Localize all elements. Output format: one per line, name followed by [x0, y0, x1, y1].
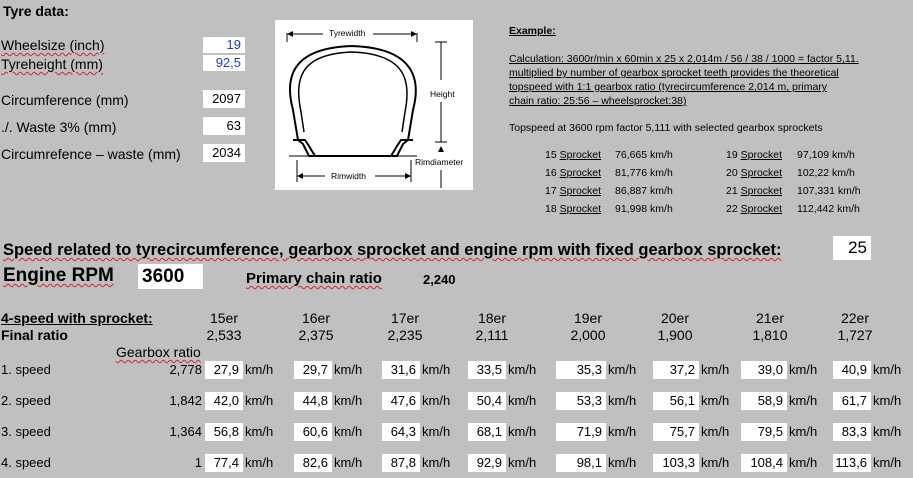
- unit-label: km/h: [334, 393, 363, 408]
- speed-value-cell[interactable]: 82,6: [294, 454, 332, 472]
- final-ratio-value: 2,000: [570, 327, 606, 343]
- wheelsize-label: Wheelsize (inch): [1, 37, 105, 53]
- sprocket-speed: 102,22 km/h: [797, 167, 855, 179]
- gearbox-ratio-label: Gearbox ratio: [116, 344, 201, 360]
- final-ratio-value: 2,533: [206, 327, 242, 343]
- final-ratio-value: 2,111: [475, 327, 509, 343]
- sprocket-entry: [726, 203, 782, 215]
- column-header: 21er: [755, 310, 785, 326]
- gearbox-ratio-value: 1,842: [169, 393, 202, 408]
- speed-row-label: 1. speed: [1, 362, 51, 377]
- speed-value-cell[interactable]: 61,7: [833, 392, 871, 410]
- speed-value-cell[interactable]: 39,0: [741, 361, 787, 379]
- column-header: 22er: [840, 310, 870, 326]
- sprocket-speed: 97,109 km/h: [797, 149, 855, 161]
- unit-label: km/h: [873, 393, 902, 408]
- unit-label: km/h: [789, 362, 818, 377]
- sprocket-word: Sprocket: [559, 203, 602, 215]
- column-header: 16er: [301, 310, 331, 326]
- speed-value-cell[interactable]: 113,6: [833, 454, 871, 472]
- column-header: 15er: [209, 310, 239, 326]
- sprocket-number: 20: [726, 167, 741, 179]
- waste-value[interactable]: 63: [203, 117, 245, 135]
- final-ratio-value: 1,727: [837, 327, 873, 343]
- speed-value-cell[interactable]: 56,1: [653, 392, 699, 410]
- unit-label: km/h: [701, 393, 730, 408]
- engine-rpm-input[interactable]: 3600: [138, 264, 203, 289]
- tyre-diagram: [275, 20, 473, 190]
- primary-chain-value: 2,240: [423, 272, 456, 287]
- sprocket-entry: [545, 167, 601, 179]
- sprocket-speed: 91,998 km/h: [615, 203, 673, 215]
- primary-chain-label: Primary chain ratio: [246, 270, 382, 287]
- unit-label: km/h: [608, 424, 637, 439]
- circ-minus-waste-value[interactable]: 2034: [203, 144, 245, 162]
- sprocket-speed: 112,442 km/h: [797, 203, 860, 215]
- speed-value-cell[interactable]: 71,9: [556, 423, 606, 441]
- tyreheight-label: Tyreheight (mm): [1, 56, 103, 72]
- fixed-sprocket-input[interactable]: 25: [833, 236, 871, 260]
- speed-value-cell[interactable]: 77,4: [205, 454, 243, 472]
- unit-label: km/h: [789, 424, 818, 439]
- sprocket-number: 16: [545, 167, 560, 179]
- tyreheight-input[interactable]: 92,5: [203, 55, 245, 71]
- unit-label: km/h: [245, 362, 274, 377]
- tyrewidth-label: Tyrewidth: [329, 28, 366, 38]
- example-topspeed: Topspeed at 3600 rpm factor 5,111 with selected gearbox sprockets: [509, 122, 823, 134]
- speed-value-cell[interactable]: 58,9: [741, 392, 787, 410]
- sprocket-word: Sprocket: [740, 185, 783, 197]
- unit-label: km/h: [508, 362, 537, 377]
- unit-label: km/h: [334, 424, 363, 439]
- rimdiameter-label: Rimdiameter: [415, 157, 464, 167]
- speed-value-cell[interactable]: 47,6: [382, 392, 420, 410]
- speed-value-cell[interactable]: 27,9: [205, 361, 243, 379]
- example-line1: Calculation: 3600r/min x 60min x 25 x 2,014m / 56 / 38 / 1000 = factor 5,11.: [509, 53, 859, 65]
- unit-label: km/h: [873, 362, 902, 377]
- sprocket-number: 22: [726, 203, 741, 215]
- final-ratio-value: 2,235: [387, 327, 423, 343]
- speed-value-cell[interactable]: 60,6: [294, 423, 332, 441]
- sprocket-entry: [545, 149, 601, 161]
- gearbox-ratio-value: 2,778: [169, 362, 202, 377]
- sprocket-entry: [726, 149, 782, 161]
- column-header: 19er: [573, 310, 603, 326]
- unit-label: km/h: [422, 362, 451, 377]
- unit-label: km/h: [422, 455, 451, 470]
- unit-label: km/h: [334, 362, 363, 377]
- column-header: 20er: [660, 310, 690, 326]
- sprocket-entry: [545, 203, 601, 215]
- example-title: Example:: [509, 25, 556, 37]
- engine-rpm-label: Engine RPM: [3, 265, 114, 286]
- example-line2: multiplied by number of gearbox sprocket teeth provides the theoretical: [509, 67, 839, 79]
- final-ratio-value: 1,810: [752, 327, 788, 343]
- speed-row-label: 4. speed: [1, 455, 51, 470]
- sprocket-word: Sprocket: [559, 185, 602, 197]
- unit-label: km/h: [245, 393, 274, 408]
- speed-row-label: 3. speed: [1, 424, 51, 439]
- sprocket-word: Sprocket: [740, 167, 783, 179]
- unit-label: km/h: [873, 424, 902, 439]
- unit-label: km/h: [422, 424, 451, 439]
- unit-label: km/h: [334, 455, 363, 470]
- example-line4: chain ratio: 25:56 – wheelsprocket:38): [509, 95, 687, 107]
- sprocket-number: 15: [545, 149, 560, 161]
- speed-row-label: 2. speed: [1, 393, 51, 408]
- sprocket-speed: 86,887 km/h: [615, 185, 673, 197]
- speed-value-cell[interactable]: 50,4: [468, 392, 506, 410]
- sprocket-speed: 107,331 km/h: [797, 185, 861, 197]
- speed-value-cell[interactable]: 33,5: [468, 361, 506, 379]
- sprocket-word: Sprocket: [740, 149, 783, 161]
- sprocket-entry: [545, 185, 601, 197]
- unit-label: km/h: [789, 393, 818, 408]
- final-ratio-value: 1,900: [657, 327, 693, 343]
- unit-label: km/h: [608, 455, 637, 470]
- circumference-label: Circumference (mm): [1, 92, 129, 108]
- sprocket-word: Sprocket: [559, 167, 602, 179]
- speed-value-cell[interactable]: 44,8: [294, 392, 332, 410]
- height-label: Height: [430, 89, 455, 99]
- wheelsize-input[interactable]: 19: [203, 37, 245, 53]
- speed-value-cell[interactable]: 98,1: [556, 454, 606, 472]
- unit-label: km/h: [422, 393, 451, 408]
- speed-value-cell[interactable]: 79,5: [741, 423, 787, 441]
- unit-label: km/h: [789, 455, 818, 470]
- sprocket-label: 4-speed with sprocket:: [1, 310, 153, 326]
- speed-value-cell[interactable]: 68,1: [468, 423, 506, 441]
- unit-label: km/h: [245, 455, 274, 470]
- speed-value-cell[interactable]: 87,8: [382, 454, 420, 472]
- unit-label: km/h: [245, 424, 274, 439]
- sprocket-number: 18: [545, 203, 560, 215]
- circumference-value[interactable]: 2097: [203, 90, 245, 108]
- speed-value-cell[interactable]: 29,7: [294, 361, 332, 379]
- sprocket-number: 19: [726, 149, 741, 161]
- sprocket-word: Sprocket: [740, 203, 783, 215]
- example-line3: topspeed with 1:1 gearbox ratio (tyrecircumference 2,014 m, primary: [509, 81, 828, 93]
- speed-value-cell[interactable]: 108,4: [741, 454, 787, 472]
- sprocket-speed: 76,665 km/h: [615, 149, 673, 161]
- sprocket-word: Sprocket: [559, 149, 602, 161]
- sprocket-number: 17: [545, 185, 560, 197]
- unit-label: km/h: [508, 455, 537, 470]
- column-header: 18er: [477, 310, 507, 326]
- gearbox-ratio-value: 1: [194, 455, 202, 470]
- unit-label: km/h: [701, 455, 730, 470]
- gearbox-ratio-value: 1,364: [169, 424, 202, 439]
- rimwidth-label: Rimwidth: [331, 171, 366, 181]
- speed-value-cell[interactable]: 40,9: [833, 361, 871, 379]
- unit-label: km/h: [701, 424, 730, 439]
- sprocket-entry: [726, 185, 782, 197]
- tyre-data-title: Tyre data:: [3, 3, 69, 19]
- speed-value-cell[interactable]: 35,3: [556, 361, 606, 379]
- sprocket-number: 21: [726, 185, 741, 197]
- speed-value-cell[interactable]: 56,8: [205, 423, 243, 441]
- unit-label: km/h: [873, 455, 902, 470]
- speed-value-cell[interactable]: 31,6: [382, 361, 420, 379]
- speed-value-cell[interactable]: 53,3: [556, 392, 606, 410]
- speed-heading: Speed related to tyrecircumference, gearbox sprocket and engine rpm with fixed gearbox sprocket:: [3, 241, 782, 259]
- speed-value-cell[interactable]: 37,2: [653, 361, 699, 379]
- speed-value-cell[interactable]: 92,9: [468, 454, 506, 472]
- speed-value-cell[interactable]: 64,3: [382, 423, 420, 441]
- final-ratio-value: 2,375: [298, 327, 334, 343]
- sprocket-entry: [726, 167, 782, 179]
- speed-value-cell[interactable]: 83,3: [833, 423, 871, 441]
- unit-label: km/h: [508, 424, 537, 439]
- unit-label: km/h: [508, 393, 537, 408]
- circ-minus-waste-label: Circumrefence – waste (mm): [1, 146, 181, 162]
- final-ratio-label: Final ratio: [1, 327, 68, 343]
- waste-label: ./. Waste 3% (mm): [1, 119, 117, 135]
- speed-value-cell[interactable]: 103,3: [653, 454, 699, 472]
- column-header: 17er: [390, 310, 420, 326]
- unit-label: km/h: [701, 362, 730, 377]
- speed-value-cell[interactable]: 42,0: [205, 392, 243, 410]
- sprocket-speed: 81,776 km/h: [615, 167, 673, 179]
- unit-label: km/h: [608, 393, 637, 408]
- speed-value-cell[interactable]: 75,7: [653, 423, 699, 441]
- unit-label: km/h: [608, 362, 637, 377]
